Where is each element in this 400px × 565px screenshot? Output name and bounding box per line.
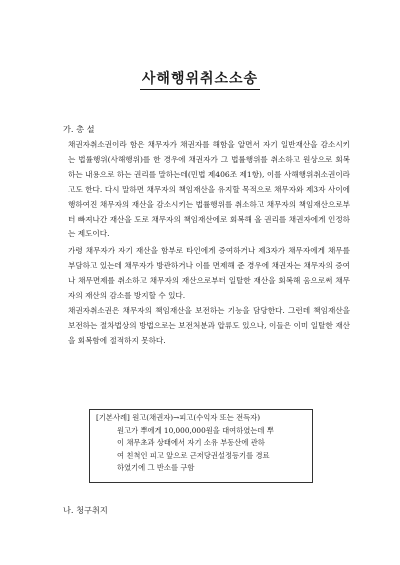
section-heading-claim: 나. 청구취지 [63,505,108,515]
example-line: 원고가 뿌에게 10,000,000원을 대여하였는데 뿌 [117,425,274,435]
document-title [0,68,400,88]
example-line: 이 채무초과 상태에서 자기 소유 부동산에 관하 [117,438,265,448]
paragraph-function: 채권자취소권은 채무자의 책임재산을 보전하는 기능을 담당한다. 그런데 책임재산을 보전하는 절차법상의 방법으로는 보전처분과 압류도 있으나, 이들은 이미 일탈한 재산을 회복함에 절적하지 못하다. [68,306,350,345]
example-case-text [96,412,308,475]
paragraph-definition: 채권자취소권이라 함은 채무자가 채권자를 해함을 알면서 자기 일반재산을 감소시키는 법률행위(사해행위)를 한 경우에 채권자가 그 법률행위를 취소하고 원상으로 회복하는 내용으로 하는 권리를 말하는데(민법 제406조 제1항), 이를 사해행위취소권이라고도 한다. 다시 말하면 채무자의 책임재산을 유지할 목적으로 채무자와 제3자 사이에 행하여진 채무자의 재산을 감소시키는 법률행위를 취소하고 채무자의 책임재산으로부터 빠져나간 재산을 도로 채무자의 책임재산에로 회복해 올 권리를 채권자에게 인정하는 제도이다. [68,140,350,239]
paragraph-example-explanation: 가령 채무자가 자기 재산을 함부로 타인에게 증여하거나 제3자가 채무자에게 채무를 부담하고 있는데 채무자가 방관하거나 이를 면제해 준 경우에 채권자는 채무자의 증여나 채무면제를 취소하고 채무자의 재산으로부터 일탈한 재산을 회복해 옴으로써 채무자의 재산의 감소를 방지할 수 있다. [68,246,350,300]
example-line: 여 친척인 피고 앞으로 근저당권설정등기를 경료 [117,450,270,460]
document-title-text: 사해행위취소소송 [140,71,260,90]
section-heading-overview: 가. 총 설 [63,124,95,134]
example-line: 하였기에 그 반소를 구함 [117,463,195,473]
example-line: [기본사례] 원고(채권자)→피고(수익자 또는 전득자) [96,413,261,422]
example-case-box [89,409,313,483]
